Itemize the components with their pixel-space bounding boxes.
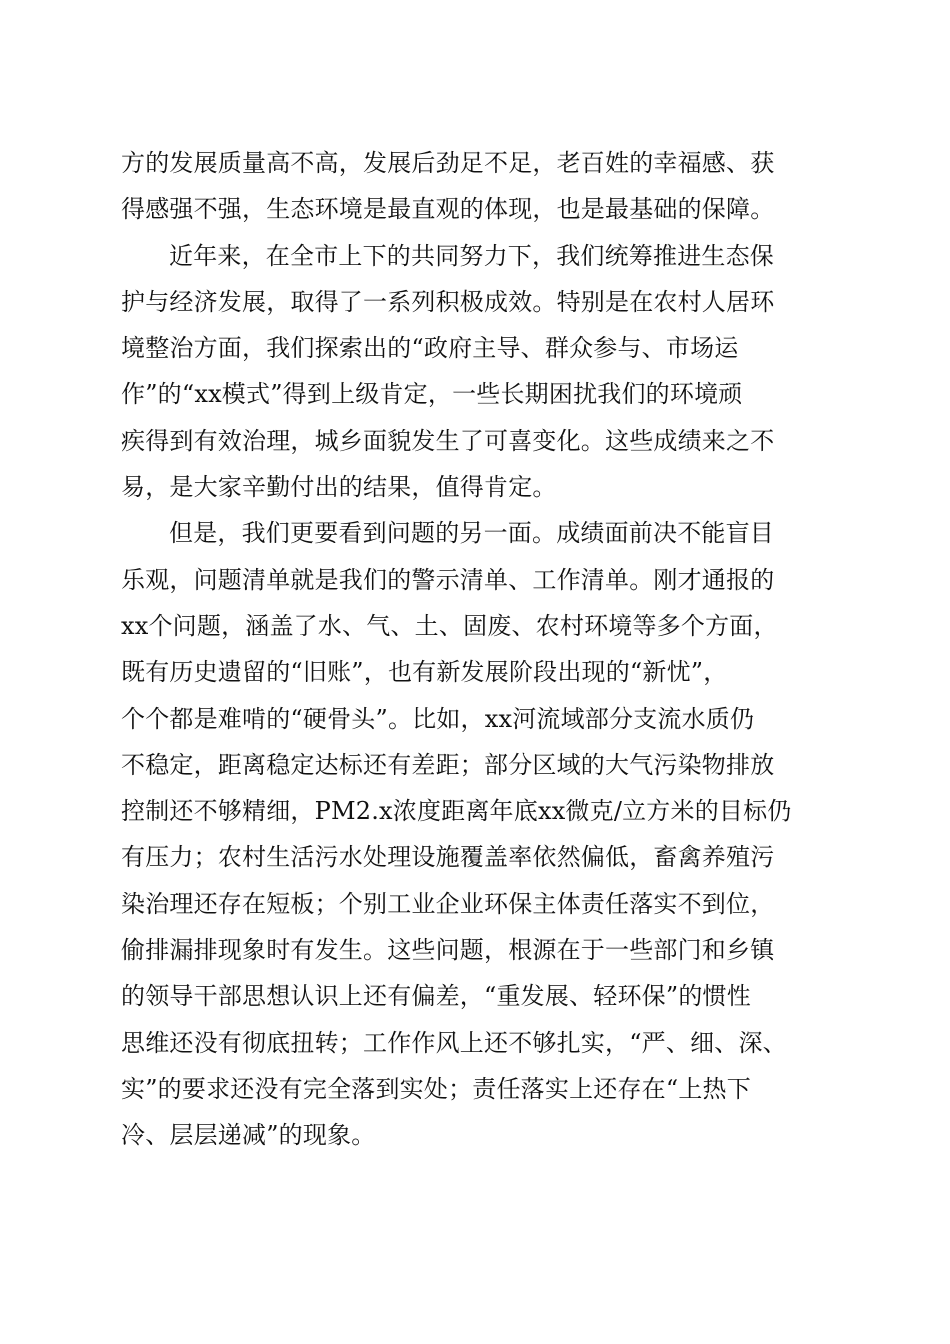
text-line: 有压力；农村生活污水处理设施覆盖率依然偏低，畜禽养殖污	[121, 843, 775, 872]
text-line: 冷、层层递减”的现象。	[121, 1121, 376, 1150]
text-line: 既有历史遗留的“旧账”，也有新发展阶段出现的“新忧”，	[121, 658, 728, 687]
text-line: 染治理还存在短板；个别工业企业环保主体责任落实不到位，	[121, 889, 775, 918]
text-line: 护与经济发展，取得了一系列积极成效。特别是在农村人居环	[121, 287, 775, 316]
text-line: 作”的“xx模式”得到上级肯定，一些长期困扰我们的环境顽	[121, 380, 743, 409]
text-line: 个个都是难啃的“硬骨头”。比如，xx河流域部分支流水质仍	[121, 704, 755, 733]
text-line: 方的发展质量高不高，发展后劲足不足，老百姓的幸福感、获	[121, 149, 775, 177]
text-line: 乐观，问题清单就是我们的警示清单、工作清单。刚才通报的	[121, 565, 775, 594]
text-line: 疾得到有效治理，城乡面貌发生了可喜变化。这些成绩来之不	[121, 426, 775, 455]
text-line: 偷排漏排现象时有发生。这些问题，根源在于一些部门和乡镇	[121, 936, 775, 965]
text-line: 近年来，在全市上下的共同努力下，我们统筹推进生态保	[169, 241, 774, 270]
text-line: 境整治方面，我们探索出的“政府主导、群众参与、市场运	[121, 334, 739, 363]
text-line: 的领导干部思想认识上还有偏差，“重发展、轻环保”的惯性	[121, 982, 751, 1011]
text-line: 但是，我们更要看到问题的另一面。成绩面前决不能盲目	[169, 519, 774, 548]
text-line: 易，是大家辛勤付出的结果，值得肯定。	[121, 473, 557, 502]
text-line: 思维还没有彻底扭转；工作作风上还不够扎实，“严、细、深、	[121, 1028, 787, 1057]
text-line: 得感强不强，生态环境是最直观的体现，也是最基础的保障。	[121, 195, 775, 224]
text-line: 实”的要求还没有完全落到实处；责任落实上还存在“上热下	[121, 1074, 751, 1103]
text-line: 不稳定，距离稳定达标还有差距；部分区域的大气污染物排放	[121, 750, 775, 779]
text-line: 控制还不够精细，PM2.x浓度距离年底xx微克/立方米的目标仍	[121, 797, 792, 826]
body-text	[121, 140, 861, 1159]
text-line: xx个问题，涵盖了水、气、土、固废、农村环境等多个方面，	[121, 611, 778, 640]
